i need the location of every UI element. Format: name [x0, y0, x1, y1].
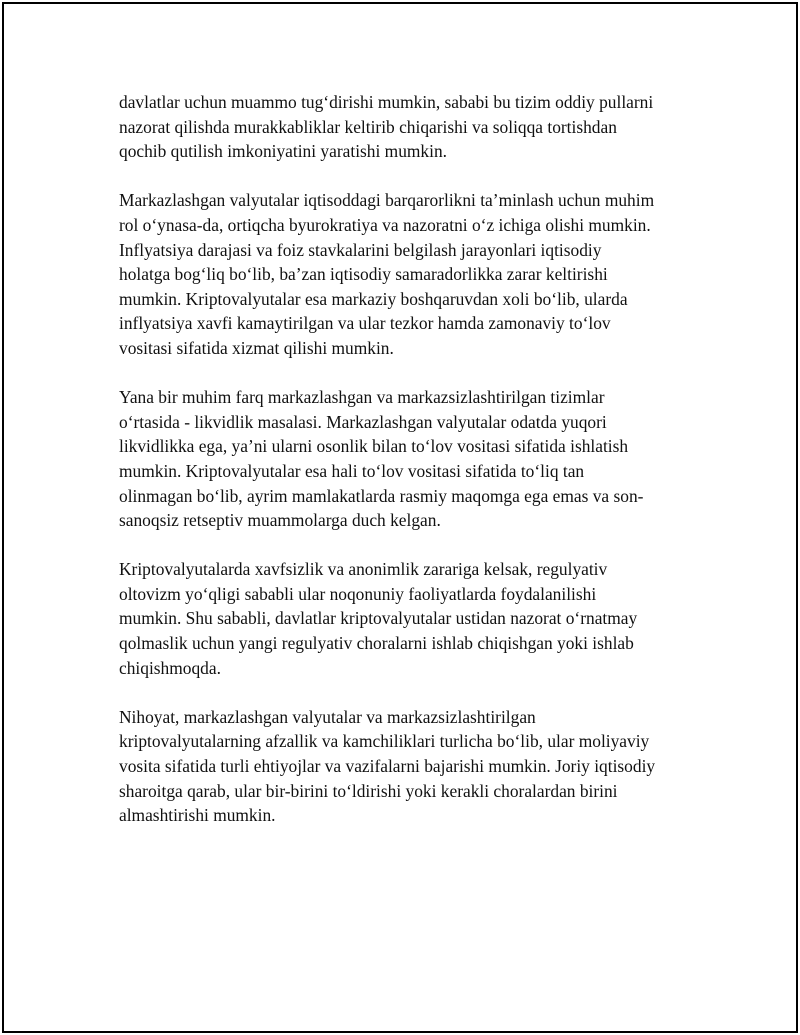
text-line: rol o‘ynasa-da, ortiqcha byurokratiya va nazoratni o‘z ichiga olishi mumkin.	[119, 214, 651, 235]
text-line: Nihoyat, markazlashgan valyutalar va markazsizlashtirilgan	[119, 706, 536, 727]
text-line: davlatlar uchun muammo tug‘dirishi mumkin, sababi bu tizim oddiy pullarni	[119, 92, 654, 112]
text-line: holatga bog‘liq bo‘lib, ba’zan iqtisodiy samaradorlikka zarar keltirishi	[119, 264, 608, 285]
text-line: sanoqsiz retseptiv muammolarga duch kelgan.	[119, 510, 441, 531]
text-line: Yana bir muhim farq markazlashgan va markazsizlashtirilgan tizimlar	[119, 387, 605, 408]
text-line: mumkin. Kriptovalyutalar esa hali to‘lov vositasi sifatida to‘liq tan	[119, 460, 585, 481]
text-line: sharoitga qarab, ular bir-birini to‘ldirishi yoki kerakli choralardan birini	[119, 780, 618, 801]
paragraph-1	[119, 90, 699, 164]
text-line: Markazlashgan valyutalar iqtisoddagi barqarorlikni ta’minlash uchun muhim	[119, 190, 655, 211]
text-line: o‘rtasida - likvidlik masalasi. Markazlashgan valyutalar odatda yuqori	[119, 411, 607, 432]
text-line: mumkin. Shu sababli, davlatlar kriptovalyutalar ustidan nazorat o‘rnatmay	[119, 608, 638, 629]
text-line: mumkin. Kriptovalyutalar esa markaziy boshqaruvdan xoli bo‘lib, ularda	[119, 288, 628, 309]
text-line: kriptovalyutalarning afzallik va kamchiliklari turlicha bo‘lib, ular moliyaviy	[119, 731, 650, 752]
document-page	[2, 2, 798, 1033]
text-line: inflyatsiya xavfi kamaytirilgan va ular tezkor hamda zamonaviy to‘lov	[119, 313, 611, 334]
text-line: oltovizm yo‘qligi sababli ular noqonuniy faoliyatlarda foydalanilishi	[119, 583, 597, 604]
text-line: olinmagan bo‘lib, ayrim mamlakatlarda rasmiy maqomga ega emas va son-	[119, 485, 644, 506]
paragraph-4	[119, 557, 699, 680]
text-line: vositasi sifatida xizmat qilishi mumkin.	[119, 337, 394, 358]
text-line: Inflyatsiya darajasi va foiz stavkalarini belgilash jarayonlari iqtisodiy	[119, 239, 602, 260]
paragraph-2	[119, 188, 699, 360]
document-body	[119, 90, 699, 852]
text-line: nazorat qilishda murakkabliklar keltirib chiqarishi va soliqqa tortishdan	[119, 116, 617, 137]
paragraph-3	[119, 385, 699, 533]
text-line: almashtirishi mumkin.	[119, 805, 276, 826]
text-line: qochib qutilish imkoniyatini yaratishi mumkin.	[119, 141, 447, 162]
text-line: likvidlikka ega, ya’ni ularni osonlik bilan to‘lov vositasi sifatida ishlatish	[119, 436, 629, 457]
text-line: Kriptovalyutalarda xavfsizlik va anonimlik zarariga kelsak, regulyativ	[119, 559, 608, 580]
text-line: chiqishmoqda.	[119, 657, 221, 678]
text-line: vosita sifatida turli ehtiyojlar va vazifalarni bajarishi mumkin. Joriy iqtisodiy	[119, 756, 656, 777]
text-line: qolmaslik uchun yangi regulyativ choralarni ishlab chiqishgan yoki ishlab	[119, 633, 634, 654]
paragraph-5	[119, 705, 699, 828]
